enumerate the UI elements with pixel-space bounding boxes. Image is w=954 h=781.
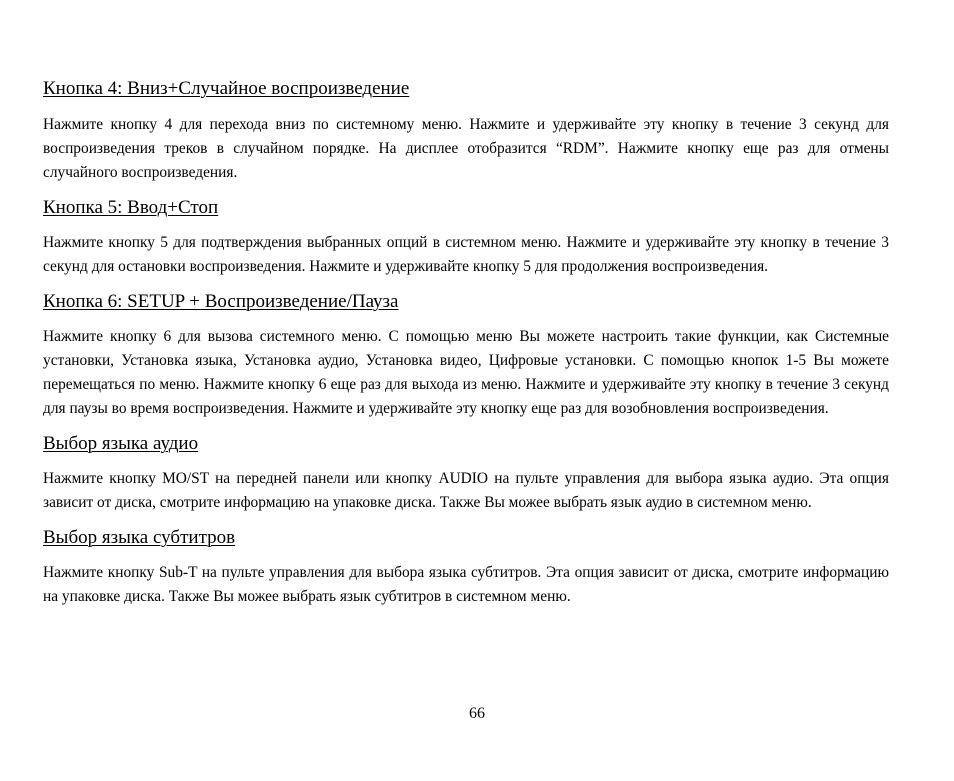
page-number: 66 xyxy=(469,705,485,722)
section-text-subtitle-language: Нажмите кнопку Sub-T на пульте управления для выбора языка субтитров. Эта опция зависит от диска, смотрите информацию на упаковке диска. Также Вы можее выбрать язык субтитров в системном меню. xyxy=(43,564,889,605)
section-heading-subtitle-language: Выбор языка субтитров xyxy=(43,527,236,548)
section-heading-button-6: Кнопка 6: SETUP + Воспроизведение/Пауза xyxy=(43,291,399,312)
section-text-button-6: Нажмите кнопку 6 для вызова системного меню. С помощью меню Вы можете настроить такие функции, как Системные установки, Установка языка, Установка аудио, Установка видео, Цифровые установки. С помощью кнопок 1-5 Вы можете перемещаться по меню. Нажмите кнопку 6 еще раз для выхода из меню. Нажмите и удерживайте эту кнопку в течение 3 секунд для паузы во время воспроизведения. Нажмите и удерживайте эту кнопку еще раз для возобновления воспроизведения. xyxy=(43,328,889,417)
section-heading-button-4: Кнопка 4: Вниз+Случайное воспроизведение xyxy=(43,78,410,99)
section-text-button-4: Нажмите кнопку 4 для перехода вниз по системному меню. Нажмите и удерживайте эту кнопку в течение 3 секунд для воспроизведения треков в случайном порядке. На дисплее отобразится “RDM”. Нажмите кнопку еще раз для отмены случайного воспроизведения. xyxy=(43,116,889,181)
section-heading-button-5: Кнопка 5: Ввод+Стоп xyxy=(43,197,219,218)
section-text-audio-language: Нажмите кнопку MO/ST на передней панели или кнопку AUDIO на пульте управления для выбора языка аудио. Эта опция зависит от диска, смотрите информацию на упаковке диска. Также Вы можее выбрать язык аудио в системном меню. xyxy=(43,470,889,511)
section-text-button-5: Нажмите кнопку 5 для подтверждения выбранных опций в системном меню. Нажмите и удерживайте эту кнопку в течение 3 секунд для остановки воспроизведения. Нажмите и удерживайте кнопку 5 для продолжения воспроизведения. xyxy=(43,234,889,275)
section-heading-audio-language: Выбор языка аудио xyxy=(43,433,199,454)
page-content xyxy=(43,78,889,609)
